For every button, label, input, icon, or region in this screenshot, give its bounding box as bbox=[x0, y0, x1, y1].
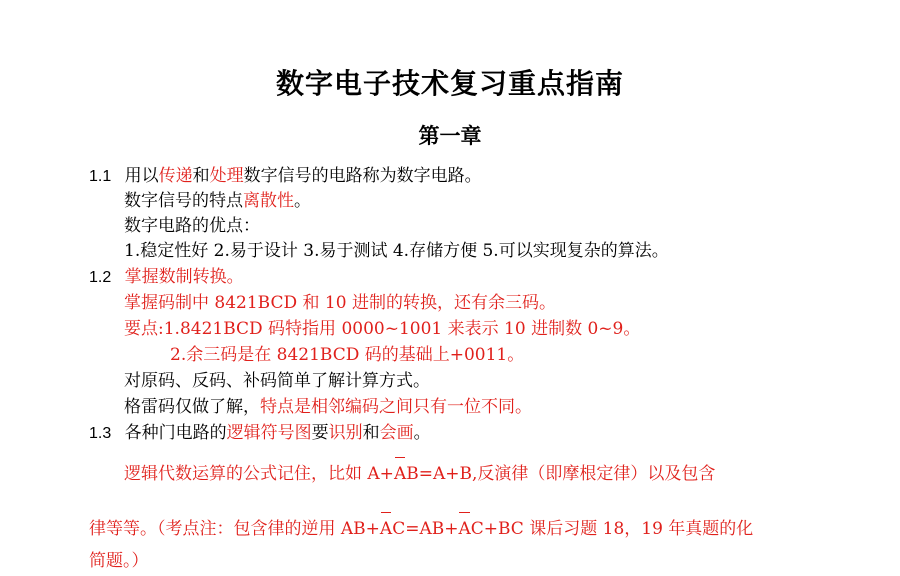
document-title: 数字电子技术复习重点指南 bbox=[275, 67, 624, 100]
highlight-text: 掌握数制转换。 bbox=[124, 267, 244, 287]
section-1-2-line-1 bbox=[89, 266, 244, 289]
section-1-3-line-2 bbox=[124, 463, 715, 485]
highlight-text: 逻辑符号图 bbox=[226, 423, 312, 443]
text-segment: 格雷码仅做了解， bbox=[124, 397, 260, 417]
text-segment: 律等等。（考点注：包含律的逆用 AB+ bbox=[89, 519, 380, 539]
highlight-text: 处理 bbox=[209, 166, 244, 186]
section-1-1-line-3: 数字电路的优点： bbox=[124, 216, 260, 236]
text-segment: 用以 bbox=[124, 166, 159, 186]
overline-variable: A bbox=[379, 519, 393, 539]
section-1-3-line-3 bbox=[89, 518, 753, 540]
section-1-2-line-5: 对原码、反码、补码简单了解计算方式。 bbox=[124, 371, 430, 391]
text-segment: 和 bbox=[192, 166, 210, 186]
text-segment: 。 bbox=[413, 423, 431, 443]
text-segment: 要 bbox=[311, 423, 329, 443]
text-segment: 逻辑代数运算的公式记住，比如 A+ bbox=[124, 464, 394, 484]
text-segment: 数字信号的电路称为数字电路。 bbox=[243, 166, 482, 186]
text-segment: C=AB+ bbox=[392, 519, 459, 539]
section-1-2-line-3: 要点:1.8421BCD 码特指用 0000~1001 来表示 10 进制数 0~9。 bbox=[124, 319, 641, 339]
section-number: 1.2 bbox=[89, 269, 112, 286]
text-segment: B=A+B,反演律（即摩根定律）以及包含 bbox=[406, 464, 716, 484]
text-segment: 和 bbox=[362, 423, 380, 443]
section-1-2-line-6 bbox=[124, 396, 532, 418]
section-number: 1.1 bbox=[89, 168, 112, 185]
overline-variable: A bbox=[458, 519, 471, 539]
highlight-text: 传递 bbox=[158, 166, 193, 186]
text-segment: 各种门电路的 bbox=[124, 423, 227, 443]
text-segment: 数字信号的特点 bbox=[124, 191, 243, 211]
section-number: 1.3 bbox=[89, 425, 112, 442]
highlight-text: 离散性 bbox=[243, 191, 294, 211]
section-1-3-line-4: 简题。） bbox=[89, 551, 149, 571]
text-segment: 。 bbox=[294, 191, 311, 211]
section-1-2-line-2: 掌握码制中 8421BCD 和 10 进制的转换，还有余三码。 bbox=[124, 293, 556, 313]
section-1-3-line-1 bbox=[89, 422, 431, 445]
chapter-heading: 第一章 bbox=[418, 124, 482, 148]
highlight-text: 识别 bbox=[328, 423, 363, 443]
section-1-1-line-1 bbox=[89, 165, 482, 188]
section-1-1-line-4: 1.稳定性好 2.易于设计 3.易于测试 4.存储方便 5.可以实现复杂的算法。 bbox=[124, 241, 669, 261]
highlight-text: 特点是相邻编码之间只有一位不同。 bbox=[260, 397, 532, 417]
section-1-1-line-2 bbox=[124, 190, 311, 212]
overline-variable: A bbox=[393, 464, 407, 484]
section-1-2-line-4: 2.余三码是在 8421BCD 码的基础上+0011。 bbox=[170, 345, 525, 365]
highlight-text: 会画 bbox=[379, 423, 414, 443]
text-segment: C+BC 课后习题 18，19 年真题的化 bbox=[470, 519, 754, 539]
